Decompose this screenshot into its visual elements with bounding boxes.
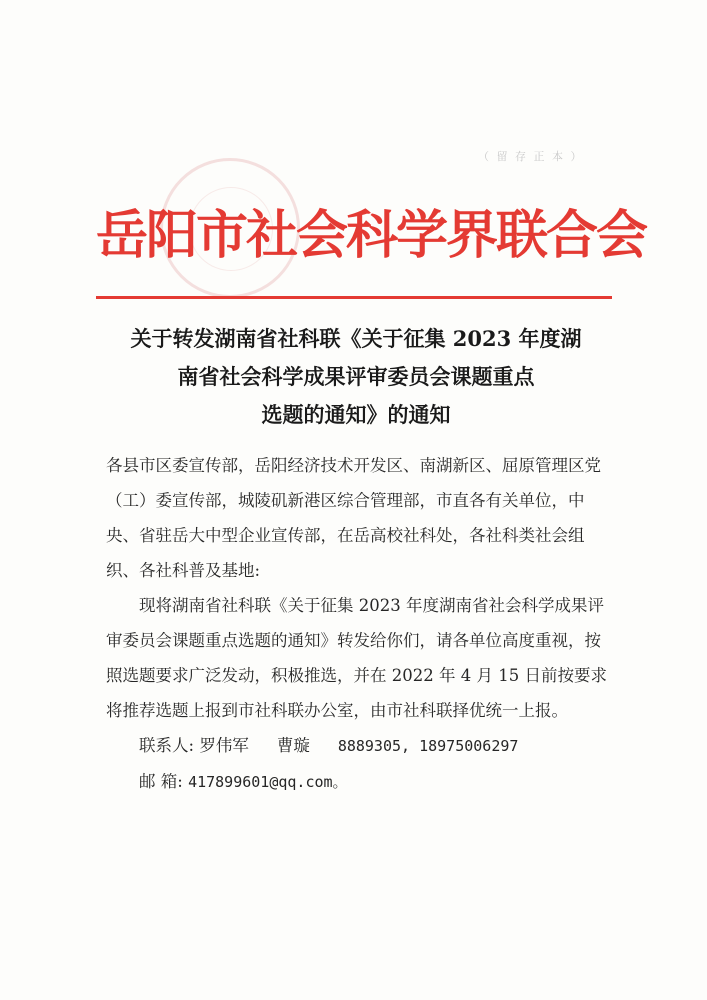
contact-label: 联系人:: [139, 736, 195, 755]
email-address: 417899601@qq.com。: [188, 773, 348, 791]
title-line-1: 关于转发湖南省社科联《关于征集 2023 年度湖: [130, 326, 582, 351]
contact-name-1: 罗伟军: [199, 736, 249, 755]
faint-header-label: （ 留 存 正 本 ）: [478, 150, 584, 163]
contact-person-row: [106, 728, 616, 764]
org-masthead: 岳阳市社会科学界联合会: [96, 205, 647, 266]
document-title: [96, 320, 616, 434]
contact-phones: 8889305, 18975006297: [337, 737, 519, 755]
title-line-2: 南省社会科学成果评审委员会课题重点: [177, 364, 535, 389]
email-label: 邮 箱:: [139, 772, 183, 791]
main-paragraph: 现将湖南省社科联《关于征集 2023 年度湖南省社会科学成果评审委员会课题重点选题的通知》转发给你们，请各单位高度重视，按照选题要求广泛发动，积极推选，并在 2022 年 4 月 15 日前按要求将推荐选题上报到市社科联办公室，由市社科联择优统一上报。: [106, 596, 607, 720]
document-body: [106, 448, 616, 800]
addressees-paragraph: 各县市区委宣传部，岳阳经济技术开发区、南湖新区、屈原管理区党（工）委宣传部，城陵矶新港区综合管理部，市直各有关单位，中央、省驻岳大中型企业宣传部，在岳高校社科处，各社科类社会组织、各社科普及基地:: [106, 456, 601, 580]
contact-email-row: [106, 764, 616, 800]
masthead-red-rule: [96, 296, 612, 299]
title-line-3: 选题的通知》的通知: [261, 402, 451, 427]
contact-name-2: 曹璇: [276, 736, 310, 755]
